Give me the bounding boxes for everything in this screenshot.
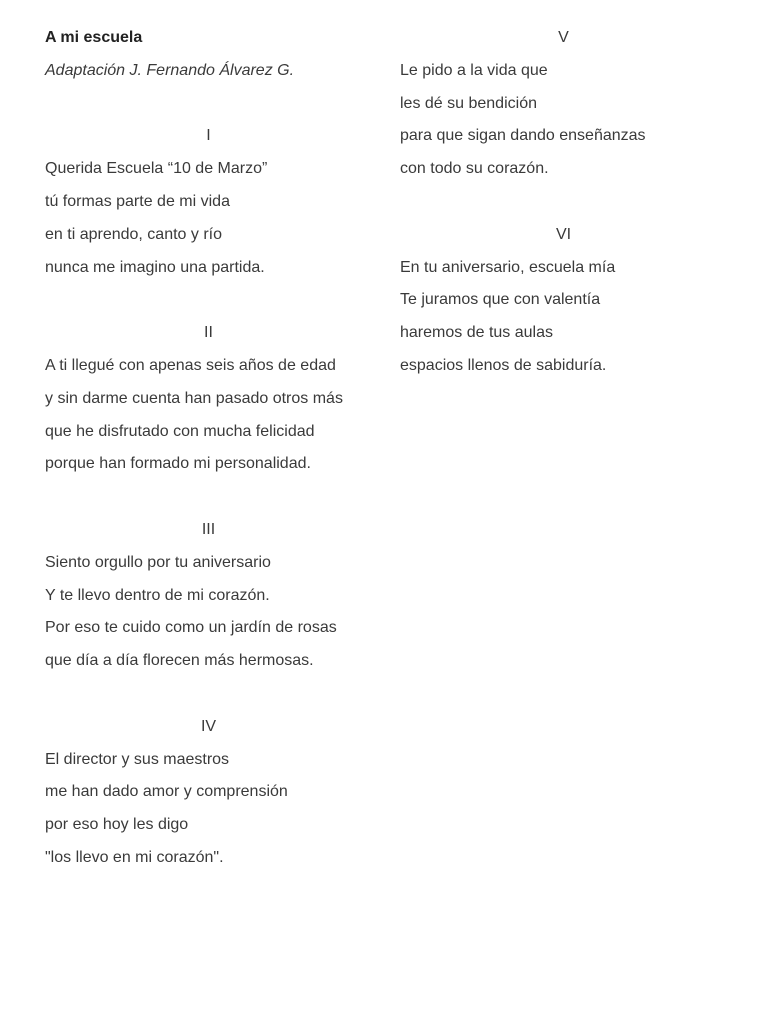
- stanza-line: A ti llegué con apenas seis años de edad: [45, 356, 336, 374]
- stanza-line: que día a día florecen más hermosas.: [45, 652, 314, 670]
- stanza-numeral-iv: IV: [200, 717, 217, 735]
- stanza-line: El director y sus maestros: [45, 750, 230, 768]
- spacer: [400, 191, 730, 224]
- stanza-line: nunca me imagino una partida.: [45, 258, 265, 276]
- stanza-line: me han dado amor y comprensión: [45, 783, 288, 801]
- spacer: [45, 93, 375, 126]
- stanza-line: en ti aprendo, canto y río: [45, 225, 222, 243]
- stanza-line: les dé su bendición: [400, 94, 537, 112]
- stanza-line: por eso hoy les digo: [45, 816, 189, 834]
- stanza-numeral-iii: III: [201, 520, 216, 538]
- stanza-line: haremos de tus aulas: [400, 324, 553, 342]
- stanza-line: Siento orgullo por tu aniversario: [45, 553, 271, 571]
- stanza-line: para que sigan dando enseñanzas: [400, 127, 646, 145]
- stanza-line: con todo su corazón.: [400, 160, 549, 178]
- spacer: [45, 683, 375, 716]
- stanza-line: Querida Escuela “10 de Marzo”: [45, 160, 268, 178]
- stanza-line: tú formas parte de mi vida: [45, 192, 230, 210]
- spacer: [45, 289, 375, 322]
- stanza-numeral-vi: VI: [555, 225, 572, 243]
- stanza-numeral-ii: II: [204, 324, 213, 342]
- left-column: [45, 27, 375, 880]
- right-column: [400, 27, 730, 388]
- stanza-line: Le pido a la vida que: [400, 61, 548, 79]
- stanza-line: Por eso te cuido como un jardín de rosas: [45, 619, 337, 637]
- stanza-numeral-v: V: [558, 29, 569, 46]
- stanza-line: Y te llevo dentro de mi corazón.: [45, 586, 270, 604]
- stanza-line: espacios llenos de sabiduría.: [400, 356, 607, 374]
- stanza-line: Te juramos que con valentía: [400, 291, 601, 309]
- stanza-line: que he disfrutado con mucha felicidad: [45, 422, 315, 440]
- poem-author: Adaptación J. Fernando Álvarez G.: [45, 61, 295, 79]
- stanza-line: porque han formado mi personalidad.: [45, 455, 311, 473]
- stanza-line: En tu aniversario, escuela mía: [400, 258, 616, 276]
- stanza-numeral-i: I: [206, 127, 211, 145]
- poem-title: A mi escuela: [45, 29, 143, 46]
- stanza-line: "los llevo en mi corazón".: [45, 848, 224, 866]
- stanza-line: y sin darme cuenta han pasado otros más: [45, 389, 343, 407]
- spacer: [45, 486, 375, 519]
